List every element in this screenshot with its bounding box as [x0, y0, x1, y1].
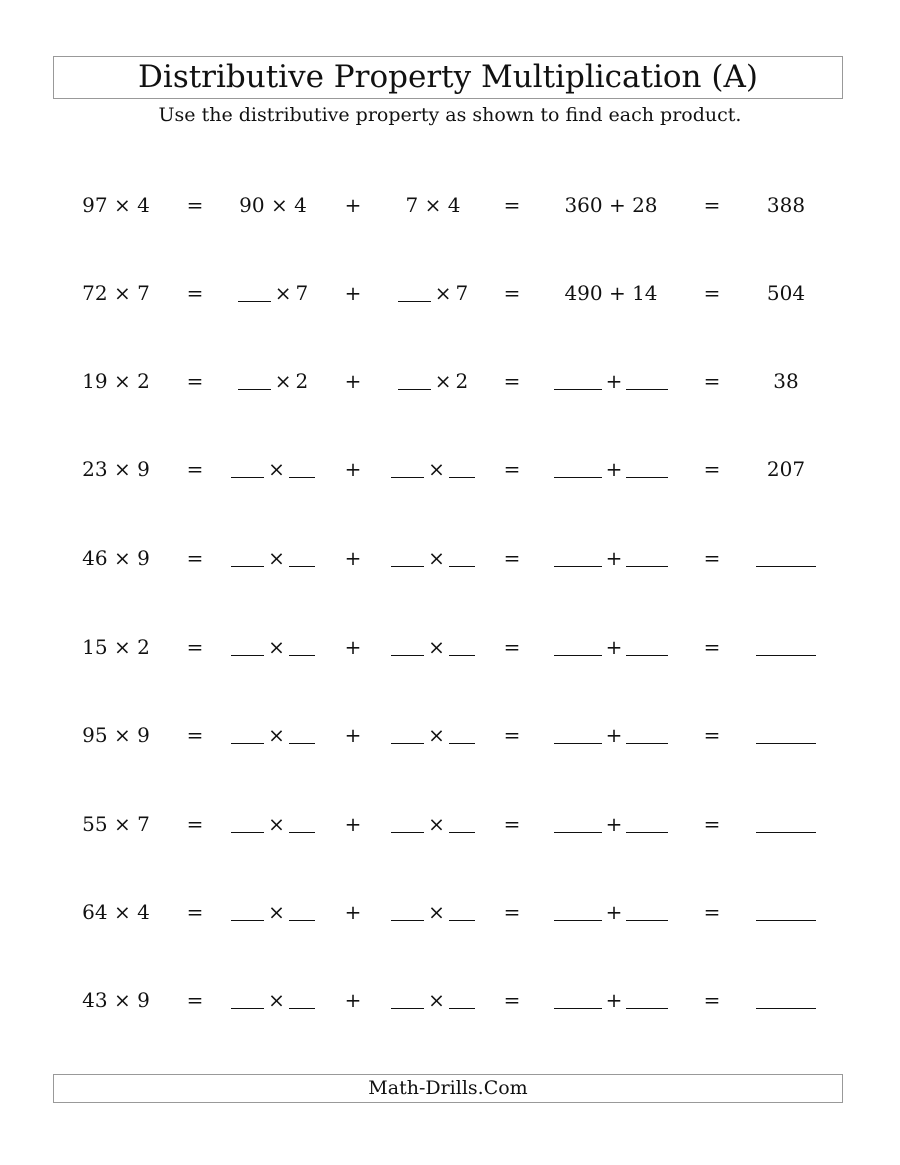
answer-blank[interactable]: [554, 635, 602, 656]
second-product: 7 × 4: [405, 193, 461, 217]
second-product: × 2: [378, 366, 488, 396]
equals-sign: =: [503, 988, 521, 1012]
answer-blank[interactable]: [554, 812, 602, 833]
answer-blank[interactable]: [231, 546, 264, 567]
problem: 43 × 9: [82, 988, 150, 1012]
answer-blank[interactable]: [289, 635, 315, 656]
answer-blank[interactable]: [626, 723, 668, 744]
answer-blank[interactable]: [554, 457, 602, 478]
answer-blank[interactable]: [626, 900, 668, 921]
problem: 23 × 9: [82, 457, 150, 481]
answer: 38: [773, 369, 799, 393]
partial-sum: +: [540, 809, 682, 839]
first-product: ×: [218, 720, 328, 750]
partial-sum: +: [540, 632, 682, 662]
equals-sign: =: [703, 900, 721, 924]
answer: [742, 809, 830, 839]
answer-blank[interactable]: [756, 723, 816, 744]
answer-blank[interactable]: [449, 988, 475, 1009]
answer: [742, 897, 830, 927]
equals-sign: =: [503, 546, 521, 570]
equals-sign: =: [703, 457, 721, 481]
answer-blank[interactable]: [398, 281, 431, 302]
equals-sign: =: [186, 900, 204, 924]
problem: 97 × 4: [82, 193, 150, 217]
answer-blank[interactable]: [756, 546, 816, 567]
answer-blank[interactable]: [449, 900, 475, 921]
problem-row: [0, 190, 900, 220]
problem: 95 × 9: [82, 723, 150, 747]
problem-row: [0, 366, 900, 396]
answer: [742, 543, 830, 573]
partial-sum: +: [540, 543, 682, 573]
answer-blank[interactable]: [391, 812, 424, 833]
answer-blank[interactable]: [238, 281, 271, 302]
answer-blank[interactable]: [391, 635, 424, 656]
first-product: ×: [218, 454, 328, 484]
second-product: ×: [378, 720, 488, 750]
problem-row: [0, 809, 900, 839]
equals-sign: =: [703, 812, 721, 836]
second-product: ×: [378, 809, 488, 839]
second-product: ×: [378, 632, 488, 662]
first-product: ×: [218, 985, 328, 1015]
first-product: ×: [218, 809, 328, 839]
footer-box: [53, 1074, 843, 1103]
equals-sign: =: [703, 723, 721, 747]
answer: 504: [766, 281, 806, 305]
answer-blank[interactable]: [231, 457, 264, 478]
partial-sum: 360 + 28: [564, 193, 658, 217]
equals-sign: =: [186, 546, 204, 570]
answer-blank[interactable]: [398, 369, 431, 390]
problem-row: [0, 543, 900, 573]
equals-sign: =: [503, 812, 521, 836]
partial-sum: +: [540, 720, 682, 750]
first-product: 90 × 4: [239, 193, 307, 217]
problem: 19 × 2: [82, 369, 150, 393]
instructions: Use the distributive property as shown to find each product.: [158, 104, 742, 126]
first-product: ×: [218, 897, 328, 927]
second-product: ×: [378, 985, 488, 1015]
answer: 207: [766, 457, 806, 481]
answer-blank[interactable]: [289, 457, 315, 478]
equals-sign: =: [703, 635, 721, 659]
answer-blank[interactable]: [289, 723, 315, 744]
plus-sign: +: [344, 723, 362, 747]
equals-sign: =: [186, 457, 204, 481]
answer-blank[interactable]: [449, 723, 475, 744]
plus-sign: +: [344, 193, 362, 217]
answer-blank[interactable]: [289, 900, 315, 921]
answer-blank[interactable]: [449, 457, 475, 478]
worksheet-title: Distributive Property Multiplication (A): [138, 59, 758, 95]
answer-blank[interactable]: [626, 635, 668, 656]
partial-sum: +: [540, 897, 682, 927]
first-product: × 7: [218, 278, 328, 308]
answer-blank[interactable]: [626, 546, 668, 567]
equals-sign: =: [503, 193, 521, 217]
problem: 64 × 4: [82, 900, 150, 924]
answer-blank[interactable]: [756, 900, 816, 921]
first-product: × 2: [218, 366, 328, 396]
problem: 46 × 9: [82, 546, 150, 570]
partial-sum: +: [540, 985, 682, 1015]
equals-sign: =: [186, 988, 204, 1012]
second-product: ×: [378, 897, 488, 927]
answer-blank[interactable]: [238, 369, 271, 390]
answer-blank[interactable]: [231, 900, 264, 921]
equals-sign: =: [503, 457, 521, 481]
plus-sign: +: [344, 281, 362, 305]
answer-blank[interactable]: [554, 900, 602, 921]
plus-sign: +: [344, 546, 362, 570]
answer-blank[interactable]: [554, 723, 602, 744]
first-product: ×: [218, 543, 328, 573]
plus-sign: +: [344, 369, 362, 393]
equals-sign: =: [186, 635, 204, 659]
answer-blank[interactable]: [391, 723, 424, 744]
equals-sign: =: [186, 369, 204, 393]
equals-sign: =: [703, 546, 721, 570]
problem-row: [0, 632, 900, 662]
answer-blank[interactable]: [289, 812, 315, 833]
plus-sign: +: [344, 900, 362, 924]
equals-sign: =: [186, 812, 204, 836]
answer-blank[interactable]: [626, 812, 668, 833]
equals-sign: =: [703, 193, 721, 217]
problem-row: [0, 720, 900, 750]
problem-row: [0, 278, 900, 308]
answer-blank[interactable]: [391, 546, 424, 567]
problem: 72 × 7: [82, 281, 150, 305]
answer-blank[interactable]: [756, 635, 816, 656]
problem: 15 × 2: [82, 635, 150, 659]
answer-blank[interactable]: [391, 900, 424, 921]
equals-sign: =: [186, 193, 204, 217]
plus-sign: +: [344, 635, 362, 659]
answer: [742, 632, 830, 662]
answer-blank[interactable]: [756, 812, 816, 833]
problem-row: [0, 897, 900, 927]
answer-blank[interactable]: [626, 457, 668, 478]
answer-blank[interactable]: [289, 988, 315, 1009]
equals-sign: =: [503, 281, 521, 305]
title-box: [53, 56, 843, 99]
answer-blank[interactable]: [231, 988, 264, 1009]
answer-blank[interactable]: [231, 723, 264, 744]
equals-sign: =: [503, 723, 521, 747]
footer-text: Math-Drills.Com: [368, 1077, 528, 1099]
plus-sign: +: [344, 457, 362, 481]
answer-blank[interactable]: [391, 457, 424, 478]
equals-sign: =: [186, 723, 204, 747]
answer-blank[interactable]: [554, 369, 602, 390]
problem: 55 × 7: [82, 812, 150, 836]
second-product: × 7: [378, 278, 488, 308]
equals-sign: =: [703, 988, 721, 1012]
answer-blank[interactable]: [231, 812, 264, 833]
answer-blank[interactable]: [554, 988, 602, 1009]
answer-blank[interactable]: [756, 988, 816, 1009]
second-product: ×: [378, 543, 488, 573]
answer: [742, 720, 830, 750]
answer-blank[interactable]: [626, 988, 668, 1009]
second-product: ×: [378, 454, 488, 484]
plus-sign: +: [344, 988, 362, 1012]
problem-row: [0, 454, 900, 484]
problem-row: [0, 985, 900, 1015]
answer-blank[interactable]: [626, 369, 668, 390]
answer-blank[interactable]: [289, 546, 315, 567]
answer-blank[interactable]: [391, 988, 424, 1009]
partial-sum: +: [540, 366, 682, 396]
answer-blank[interactable]: [554, 546, 602, 567]
answer: [742, 985, 830, 1015]
equals-sign: =: [503, 369, 521, 393]
first-product: ×: [218, 632, 328, 662]
partial-sum: 490 + 14: [564, 281, 658, 305]
equals-sign: =: [503, 635, 521, 659]
answer-blank[interactable]: [449, 635, 475, 656]
answer-blank[interactable]: [449, 546, 475, 567]
equals-sign: =: [503, 900, 521, 924]
equals-sign: =: [186, 281, 204, 305]
partial-sum: +: [540, 454, 682, 484]
equals-sign: =: [703, 369, 721, 393]
answer-blank[interactable]: [231, 635, 264, 656]
answer: 388: [766, 193, 806, 217]
answer-blank[interactable]: [449, 812, 475, 833]
equals-sign: =: [703, 281, 721, 305]
plus-sign: +: [344, 812, 362, 836]
